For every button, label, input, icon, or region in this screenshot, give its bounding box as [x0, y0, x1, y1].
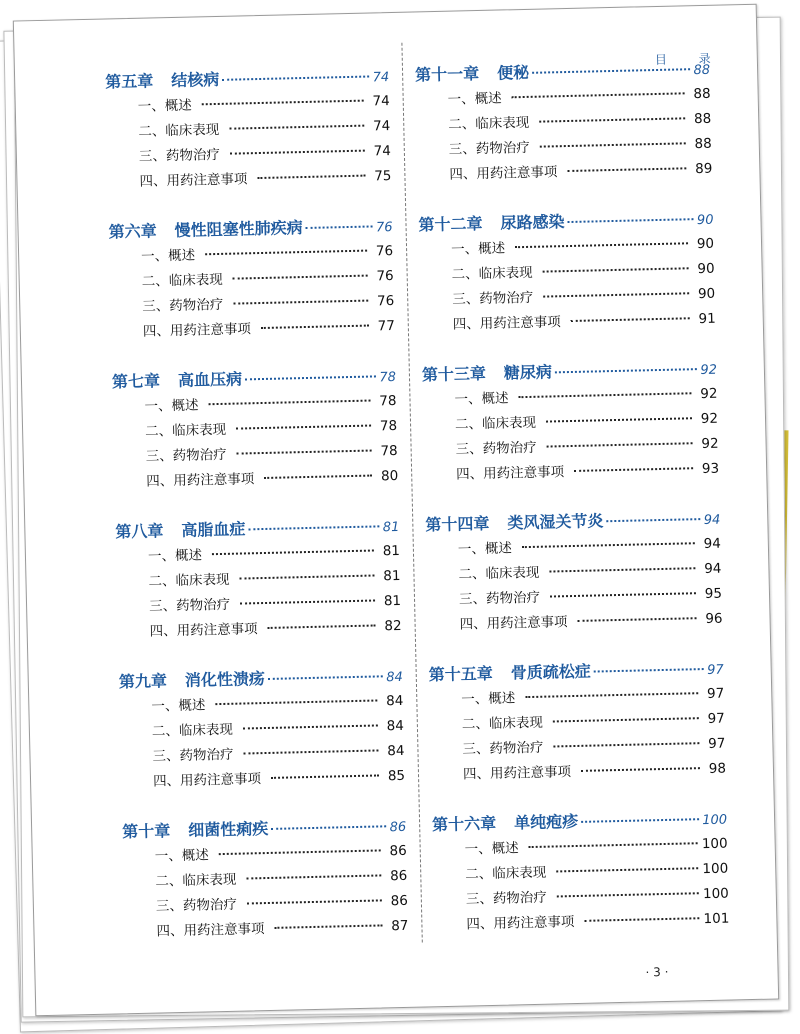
section-title: 四、用药注意事项 — [139, 171, 248, 190]
chapter-number: 第五章 — [104, 71, 154, 92]
dot-leader — [236, 425, 371, 430]
section-page-number: 91 — [698, 310, 716, 328]
dot-leader — [243, 724, 378, 729]
section-page-number: 81 — [382, 542, 401, 560]
section-page-number: 81 — [383, 592, 402, 610]
section-title: 二、临床表现 — [461, 714, 544, 733]
section-title: 四、用药注意事项 — [466, 914, 575, 933]
dot-leader — [581, 767, 700, 772]
dot-leader — [557, 892, 699, 897]
section-page-number: 75 — [374, 168, 392, 185]
toc-chapter — [119, 663, 406, 795]
section-title: 三、药物治疗 — [448, 139, 531, 158]
dot-leader — [546, 417, 692, 422]
toc-section — [427, 607, 722, 639]
dot-leader — [243, 749, 378, 754]
dot-leader — [219, 849, 381, 855]
section-title: 四、用药注意事项 — [452, 314, 561, 333]
page-number: · 3 · — [645, 964, 669, 980]
toc-section — [431, 757, 726, 789]
toc-section — [114, 464, 398, 495]
toc-chapter — [108, 213, 395, 345]
section-page-number: 82 — [384, 617, 402, 635]
section-page-number: 92 — [701, 435, 719, 453]
dot-leader — [578, 617, 697, 622]
chapter-number: 第六章 — [108, 221, 157, 242]
chapter-number: 第七章 — [111, 371, 161, 392]
section-title: 一、概述 — [457, 540, 513, 558]
section-title: 三、药物治疗 — [155, 896, 238, 915]
dot-leader — [229, 125, 364, 130]
section-title: 四、用药注意事项 — [152, 771, 262, 790]
dot-leader — [202, 100, 364, 106]
toc-chapter — [428, 656, 726, 789]
section-title: 一、概述 — [454, 390, 509, 408]
section-title: 四、用药注意事项 — [449, 164, 558, 183]
dot-leader — [543, 292, 689, 297]
chapter-number: 第十四章 — [425, 513, 490, 535]
dot-leader — [215, 699, 377, 705]
section-title: 四、用药注意事项 — [156, 921, 265, 940]
chapter-title: 骨质疏松症 — [510, 661, 591, 683]
section-page-number: 74 — [372, 118, 391, 135]
dot-leader — [246, 874, 381, 879]
chapter-page-number: 88 — [693, 62, 711, 79]
toc-section — [424, 457, 719, 489]
section-title: 三、药物治疗 — [152, 746, 234, 765]
chapter-page-number: 74 — [372, 70, 390, 86]
chapter-page-number: 78 — [379, 369, 397, 386]
toc-page — [13, 4, 779, 1017]
section-title: 一、概述 — [137, 97, 192, 115]
dot-leader — [556, 867, 698, 872]
running-header: 目 录 — [654, 51, 725, 68]
toc-section — [107, 164, 391, 195]
toc-section — [434, 907, 729, 939]
dot-leader — [512, 92, 685, 98]
section-title: 三、药物治疗 — [142, 296, 224, 315]
section-page-number: 94 — [703, 535, 722, 553]
section-title: 二、临床表现 — [458, 564, 540, 583]
section-title: 二、临床表现 — [451, 264, 533, 283]
dot-leader — [264, 475, 372, 479]
toc-chapter — [425, 506, 723, 639]
toc-chapter — [415, 56, 713, 189]
dot-leader — [581, 818, 699, 823]
dot-leader — [261, 325, 369, 329]
section-page-number: 81 — [383, 567, 401, 585]
chapter-page-number: 76 — [375, 220, 393, 236]
dot-leader — [553, 717, 699, 722]
section-page-number: 90 — [696, 235, 715, 253]
section-page-number: 90 — [697, 285, 716, 303]
chapter-title: 糖尿病 — [503, 362, 553, 383]
section-title: 三、药物治疗 — [452, 289, 534, 308]
dot-leader — [555, 368, 697, 373]
toc-section — [121, 764, 405, 795]
section-title: 三、药物治疗 — [465, 889, 548, 908]
chapter-page-number: 94 — [703, 512, 721, 529]
section-page-number: 80 — [380, 467, 399, 485]
section-page-number: 97 — [707, 710, 725, 727]
section-title: 一、概述 — [154, 847, 209, 865]
dot-leader — [237, 450, 372, 455]
section-title: 三、药物治疗 — [458, 589, 541, 608]
dot-leader — [247, 899, 382, 904]
section-title: 一、概述 — [461, 690, 516, 708]
dot-leader — [606, 518, 700, 522]
dot-leader — [230, 150, 365, 155]
chapter-title: 消化性溃疡 — [184, 669, 266, 690]
dot-leader — [571, 317, 690, 322]
section-page-number: 100 — [702, 885, 729, 903]
section-page-number: 78 — [380, 442, 398, 460]
dot-leader — [539, 117, 685, 122]
chapter-title: 类风湿关节炎 — [507, 511, 604, 533]
section-title: 二、临床表现 — [151, 721, 234, 740]
dot-leader — [248, 525, 379, 530]
dot-leader — [549, 567, 695, 572]
chapter-number: 第八章 — [115, 521, 164, 542]
section-page-number: 88 — [693, 85, 711, 103]
dot-leader — [543, 267, 689, 272]
section-page-number: 84 — [386, 717, 405, 735]
chapter-page-number: 90 — [696, 212, 714, 229]
section-page-number: 87 — [391, 917, 409, 935]
dot-leader — [525, 692, 698, 698]
toc-column-left — [105, 63, 409, 969]
chapter-page-number: 97 — [707, 662, 724, 678]
dot-leader — [306, 225, 373, 229]
section-page-number: 77 — [377, 317, 396, 335]
toc-section — [417, 157, 712, 189]
section-page-number: 98 — [708, 760, 727, 777]
section-title: 四、用药注意事项 — [146, 471, 255, 490]
section-title: 三、药物治疗 — [138, 146, 221, 165]
section-page-number: 90 — [697, 260, 715, 278]
section-title: 四、用药注意事项 — [456, 464, 565, 483]
section-title: 三、药物治疗 — [455, 439, 537, 458]
dot-leader — [574, 467, 693, 472]
section-page-number: 88 — [693, 110, 712, 128]
dot-leader — [268, 624, 376, 628]
chapter-title: 高脂血症 — [181, 519, 246, 540]
chapter-page-number: 84 — [386, 669, 403, 686]
section-title: 一、概述 — [141, 247, 196, 265]
section-page-number: 84 — [387, 742, 405, 760]
dot-leader — [271, 774, 379, 778]
chapter-page-number: 92 — [700, 362, 718, 379]
dot-leader — [515, 242, 688, 248]
chapter-page-number: 86 — [389, 819, 407, 836]
dot-leader — [205, 250, 367, 256]
toc-chapter — [122, 813, 409, 945]
toc-column-right — [415, 56, 730, 962]
section-title: 二、临床表现 — [155, 871, 237, 890]
dot-leader — [268, 675, 383, 680]
dot-leader — [233, 275, 368, 280]
chapter-number: 第九章 — [118, 671, 168, 692]
section-title: 二、临床表现 — [141, 271, 223, 290]
toc-section — [117, 614, 401, 645]
dot-leader — [584, 917, 699, 922]
dot-leader — [212, 550, 374, 556]
section-page-number: 78 — [379, 417, 398, 435]
section-page-number: 92 — [700, 410, 719, 428]
chapter-title: 尿路感染 — [500, 212, 565, 233]
section-page-number: 89 — [694, 160, 713, 178]
section-title: 一、概述 — [450, 240, 506, 258]
section-title: 一、概述 — [447, 90, 502, 108]
toc-chapter — [418, 206, 716, 339]
section-title: 一、概述 — [147, 547, 203, 565]
section-title: 三、药物治疗 — [148, 596, 231, 615]
section-title: 二、临床表现 — [454, 414, 537, 433]
toc-section — [111, 314, 395, 345]
section-title: 二、临床表现 — [465, 864, 547, 883]
toc-section — [124, 914, 408, 945]
section-page-number: 93 — [701, 460, 720, 478]
chapter-number: 第十二章 — [418, 213, 483, 235]
chapter-title: 细菌性痢疾 — [188, 818, 269, 840]
section-page-number: 76 — [375, 243, 394, 260]
section-page-number: 101 — [703, 910, 730, 928]
chapter-number: 第十六章 — [431, 813, 497, 835]
section-page-number: 86 — [389, 842, 407, 860]
dot-leader — [233, 300, 368, 305]
dot-leader — [547, 442, 693, 447]
section-title: 一、概述 — [464, 840, 519, 858]
section-page-number: 96 — [705, 610, 723, 628]
dot-leader — [209, 400, 371, 406]
section-title: 一、概述 — [144, 397, 199, 415]
dot-leader — [594, 668, 704, 673]
dot-leader — [271, 825, 386, 830]
section-title: 二、临床表现 — [138, 121, 220, 140]
chapter-number: 第十五章 — [428, 663, 493, 685]
dot-leader — [257, 175, 365, 179]
dot-leader — [540, 142, 686, 147]
section-page-number: 86 — [389, 867, 408, 885]
section-title: 四、用药注意事项 — [462, 764, 572, 783]
section-title: 四、用药注意事项 — [459, 614, 568, 633]
toc-chapter — [112, 363, 399, 495]
chapter-title: 单纯疱疹 — [513, 811, 579, 833]
section-page-number: 88 — [694, 135, 712, 153]
dot-leader — [532, 68, 690, 74]
dot-leader — [550, 592, 696, 597]
section-page-number: 84 — [385, 692, 404, 710]
toc-chapter — [422, 356, 720, 489]
section-page-number: 97 — [706, 685, 725, 702]
toc-section — [421, 307, 716, 339]
dot-leader — [222, 75, 369, 80]
section-page-number: 100 — [702, 860, 729, 878]
section-title: 四、用药注意事项 — [142, 321, 252, 340]
section-page-number: 85 — [387, 767, 406, 785]
chapter-title: 高血压病 — [177, 369, 243, 390]
toc-chapter — [115, 513, 402, 645]
dot-leader — [522, 542, 695, 548]
section-page-number: 78 — [379, 392, 397, 410]
chapter-page-number: 100 — [702, 812, 728, 829]
chapter-page-number: 81 — [382, 519, 400, 536]
section-page-number: 97 — [708, 735, 726, 752]
chapter-number: 第十章 — [122, 821, 171, 842]
toc-chapter — [105, 63, 392, 195]
section-page-number: 74 — [372, 93, 390, 110]
section-page-number: 76 — [376, 267, 394, 285]
dot-leader — [245, 375, 376, 380]
chapter-title: 便秘 — [496, 62, 530, 83]
section-page-number: 94 — [704, 560, 722, 578]
section-page-number: 100 — [701, 835, 728, 853]
chapter-number: 第十一章 — [414, 64, 480, 85]
dot-leader — [567, 167, 686, 172]
section-title: 四、用药注意事项 — [149, 621, 258, 640]
dot-leader — [568, 218, 694, 223]
toc-chapter — [432, 806, 730, 939]
section-title: 二、临床表现 — [144, 421, 227, 440]
chapter-title: 慢性阻塞性肺疾病 — [174, 218, 303, 240]
section-page-number: 92 — [700, 385, 718, 403]
section-title: 三、药物治疗 — [462, 739, 544, 758]
dot-leader — [518, 392, 691, 398]
chapter-title: 结核病 — [170, 69, 220, 90]
dot-leader — [553, 742, 699, 747]
chapter-number: 第十三章 — [421, 363, 487, 385]
section-title: 二、临床表现 — [448, 114, 530, 133]
dot-leader — [529, 842, 698, 848]
dot-leader — [274, 924, 382, 928]
dot-leader — [239, 575, 374, 580]
section-page-number: 95 — [704, 585, 723, 603]
section-page-number: 86 — [390, 892, 409, 910]
section-title: 二、临床表现 — [148, 571, 230, 590]
section-title: 一、概述 — [151, 697, 206, 715]
section-title: 三、药物治疗 — [145, 446, 227, 465]
dot-leader — [240, 599, 375, 604]
section-page-number: 76 — [376, 292, 395, 310]
section-page-number: 74 — [373, 143, 392, 160]
